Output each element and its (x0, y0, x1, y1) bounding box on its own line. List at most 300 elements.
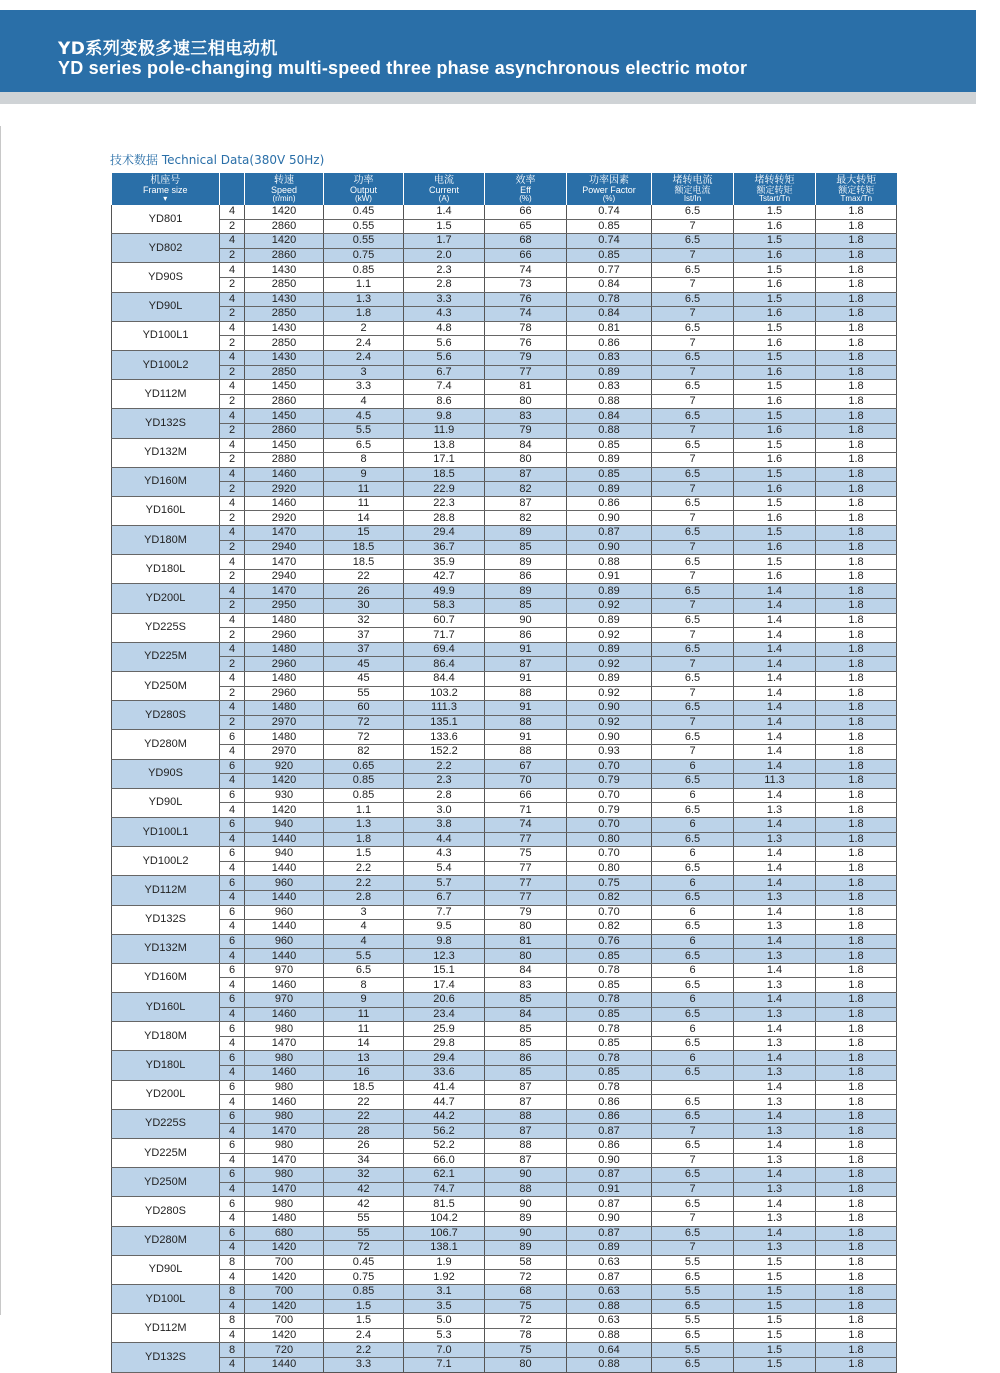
table-cell: 0.91 (567, 1182, 652, 1197)
frame-size-cell: YD90L (112, 788, 220, 817)
table-cell: 0.85 (324, 788, 404, 803)
column-header-zh: 功率 (353, 175, 374, 186)
table-cell: 6.5 (652, 1095, 734, 1110)
table-cell: 1.3 (734, 920, 816, 935)
table-cell: 0.85 (567, 978, 652, 993)
table-cell: 1460 (245, 496, 324, 511)
table-cell: 1430 (245, 263, 324, 278)
table-cell: 4 (220, 832, 245, 847)
table-cell: 0.80 (567, 832, 652, 847)
frame-size-cell: YD180L (112, 555, 220, 584)
table-cell: 0.84 (567, 277, 652, 292)
table-cell: 1.4 (734, 628, 816, 643)
table-cell: 60.7 (404, 613, 485, 628)
table-cell: 4 (220, 1211, 245, 1226)
table-cell: 3 (324, 905, 404, 920)
table-cell: 1480 (245, 730, 324, 745)
table-cell: 1.5 (324, 1314, 404, 1329)
table-row (112, 744, 897, 759)
table-row (112, 613, 897, 628)
table-cell: 91 (485, 672, 567, 687)
table-cell: 1.5 (734, 263, 816, 278)
table-cell: 6.5 (652, 1197, 734, 1212)
table-cell: 1430 (245, 350, 324, 365)
table-cell: 4 (220, 1299, 245, 1314)
table-cell: 1.5 (324, 847, 404, 862)
table-cell: 17.1 (404, 453, 485, 468)
table-cell: 2 (220, 394, 245, 409)
column-header-en: 额定转矩 (838, 185, 875, 195)
table-row (112, 365, 897, 380)
table-cell: 6 (220, 1139, 245, 1154)
table-cell: 87 (485, 1080, 567, 1095)
table-cell: 0.92 (567, 715, 652, 730)
table-cell: 2.2 (404, 759, 485, 774)
table-cell: 0.88 (567, 423, 652, 438)
table-cell: 1.8 (816, 365, 897, 380)
table-cell: 0.90 (567, 730, 652, 745)
table-cell: 77 (485, 832, 567, 847)
table-cell: 1.6 (734, 482, 816, 497)
table-cell: 1.5 (734, 1328, 816, 1343)
table-cell: 2 (220, 453, 245, 468)
frame-size-cell: YD200L (112, 1080, 220, 1109)
table-cell: 6.5 (652, 730, 734, 745)
frame-size-cell: YD160L (112, 496, 220, 525)
table-cell: 0.90 (567, 511, 652, 526)
table-cell: 1.6 (734, 511, 816, 526)
table-cell: 6 (220, 730, 245, 745)
table-cell: 1.4 (734, 817, 816, 832)
table-cell: 17.4 (404, 978, 485, 993)
table-cell: 7 (652, 569, 734, 584)
table-cell: 1.8 (816, 423, 897, 438)
column-header-zh: 最大转矩 (836, 175, 877, 186)
table-cell: 0.89 (567, 1241, 652, 1256)
table-row (112, 963, 897, 978)
table-cell: 29.4 (404, 526, 485, 541)
table-cell: 3.1 (404, 1284, 485, 1299)
table-row (112, 1255, 897, 1270)
table-row (112, 321, 897, 336)
table-cell: 6 (220, 993, 245, 1008)
table-row (112, 1124, 897, 1139)
table-cell: 0.75 (324, 1270, 404, 1285)
table-cell: 7 (652, 686, 734, 701)
table-cell: 1.8 (816, 890, 897, 905)
table-cell: 37 (324, 642, 404, 657)
table-cell: 1.4 (734, 861, 816, 876)
table-row (112, 993, 897, 1008)
table-cell: 0.64 (567, 1343, 652, 1358)
table-cell: 700 (245, 1314, 324, 1329)
table-cell: 1.8 (816, 380, 897, 395)
table-cell: 1.4 (734, 584, 816, 599)
table-cell: 2860 (245, 219, 324, 234)
table-cell: 42 (324, 1182, 404, 1197)
table-cell: 2920 (245, 511, 324, 526)
table-cell: 77 (485, 890, 567, 905)
table-cell: 80 (485, 394, 567, 409)
table-cell: 0.70 (567, 759, 652, 774)
table-row (112, 1153, 897, 1168)
table-cell: 72 (324, 730, 404, 745)
table-cell: 1.8 (816, 978, 897, 993)
column-header-en: Speed (270, 185, 298, 195)
table-row (112, 788, 897, 803)
table-cell: 5.5 (324, 423, 404, 438)
frame-size-cell: YD180M (112, 1022, 220, 1051)
table-cell: 6.5 (652, 205, 734, 219)
table-cell: 7 (652, 1241, 734, 1256)
table-row (112, 438, 897, 453)
table-cell: 2 (220, 569, 245, 584)
table-cell: 1.4 (734, 1022, 816, 1037)
table-cell: 83 (485, 978, 567, 993)
column-header-en: Frame size (142, 185, 188, 195)
frame-size-cell: YD112M (112, 380, 220, 409)
table-cell: 5.5 (652, 1255, 734, 1270)
table-cell: 32 (324, 613, 404, 628)
table-cell: 3.8 (404, 817, 485, 832)
table-cell: 22.9 (404, 482, 485, 497)
table-cell: 1460 (245, 1095, 324, 1110)
table-cell: 1.8 (816, 642, 897, 657)
table-cell: 1420 (245, 1241, 324, 1256)
table-row (112, 511, 897, 526)
table-cell: 80 (485, 920, 567, 935)
table-cell: 6 (652, 963, 734, 978)
table-cell: 1.8 (816, 876, 897, 891)
column-header-unit: Ist/In (683, 194, 702, 203)
table-cell: 0.89 (567, 584, 652, 599)
table-cell: 1.8 (816, 1066, 897, 1081)
table-cell: 4 (220, 774, 245, 789)
table-cell: 89 (485, 1211, 567, 1226)
column-header-unit: (%) (519, 194, 532, 203)
table-cell: 980 (245, 1139, 324, 1154)
table-cell: 84 (485, 963, 567, 978)
table-cell: 78 (485, 1328, 567, 1343)
table-cell: 7 (652, 628, 734, 643)
table-cell: 1440 (245, 920, 324, 935)
table-cell: 14 (324, 511, 404, 526)
table-cell: 0.86 (567, 1095, 652, 1110)
table-cell: 1.5 (734, 1270, 816, 1285)
table-cell: 7 (652, 307, 734, 322)
table-cell: 89 (485, 584, 567, 599)
table-row (112, 1095, 897, 1110)
table-cell: 970 (245, 963, 324, 978)
table-cell: 1.8 (816, 817, 897, 832)
table-cell: 22 (324, 1109, 404, 1124)
table-cell: 3 (324, 365, 404, 380)
table-cell: 0.70 (567, 788, 652, 803)
table-cell: 9 (324, 467, 404, 482)
table-cell: 0.88 (567, 1357, 652, 1372)
table-cell: 0.70 (567, 817, 652, 832)
table-row (112, 350, 897, 365)
table-cell: 6 (220, 847, 245, 862)
table-cell: 76 (485, 336, 567, 351)
frame-size-cell: YD100L2 (112, 847, 220, 876)
table-cell: 6 (220, 1226, 245, 1241)
table-cell: 940 (245, 817, 324, 832)
table-cell: 0.87 (567, 1270, 652, 1285)
table-cell: 0.86 (567, 1139, 652, 1154)
table-cell: 4 (324, 934, 404, 949)
table-row (112, 672, 897, 687)
table-row (112, 730, 897, 745)
table-cell: 6.5 (652, 701, 734, 716)
table-cell: 7 (652, 540, 734, 555)
table-cell: 1.5 (734, 1299, 816, 1314)
table-cell: 0.90 (567, 1153, 652, 1168)
table-cell: 58.3 (404, 599, 485, 614)
table-cell: 1.8 (816, 1255, 897, 1270)
table-cell: 70 (485, 774, 567, 789)
table-cell: 66 (485, 205, 567, 219)
table-cell: 1440 (245, 890, 324, 905)
table-cell: 65 (485, 219, 567, 234)
table-cell: 80 (485, 453, 567, 468)
table-cell: 35.9 (404, 555, 485, 570)
table-cell: 1.8 (816, 438, 897, 453)
table-cell: 80 (485, 1357, 567, 1372)
table-cell: 86 (485, 569, 567, 584)
table-cell: 6 (220, 905, 245, 920)
table-cell: 68 (485, 1284, 567, 1299)
table-cell: 4 (220, 1328, 245, 1343)
table-cell: 79 (485, 423, 567, 438)
column-header (220, 173, 245, 205)
table-cell: 1.6 (734, 248, 816, 263)
table-row (112, 686, 897, 701)
table-cell: 970 (245, 993, 324, 1008)
table-cell: 1.6 (734, 453, 816, 468)
table-cell: 0.91 (567, 569, 652, 584)
table-cell: 0.85 (324, 263, 404, 278)
table-cell: 1480 (245, 672, 324, 687)
table-cell: 71.7 (404, 628, 485, 643)
table-row (112, 628, 897, 643)
table-cell: 9.5 (404, 920, 485, 935)
table-cell: 1480 (245, 701, 324, 716)
table-cell: 1.8 (816, 628, 897, 643)
table-cell: 7 (652, 1211, 734, 1226)
table-row (112, 380, 897, 395)
frame-size-cell: YD90L (112, 1255, 220, 1284)
table-cell: 0.85 (567, 1066, 652, 1081)
table-row (112, 423, 897, 438)
table-cell: 2 (220, 628, 245, 643)
table-row (112, 540, 897, 555)
table-cell: 0.79 (567, 774, 652, 789)
table-cell: 88 (485, 715, 567, 730)
table-cell: 6 (220, 1168, 245, 1183)
table-cell: 1.3 (324, 817, 404, 832)
table-cell: 2 (220, 423, 245, 438)
table-cell: 0.84 (567, 409, 652, 424)
table-cell: 1.3 (734, 1095, 816, 1110)
table-row (112, 1299, 897, 1314)
table-cell: 1.3 (734, 949, 816, 964)
table-cell: 90 (485, 613, 567, 628)
table-cell: 0.89 (567, 672, 652, 687)
table-cell: 6 (220, 963, 245, 978)
table-cell: 72 (324, 715, 404, 730)
frame-size-cell: YD225S (112, 1109, 220, 1138)
table-cell: 74.7 (404, 1182, 485, 1197)
table-row (112, 1022, 897, 1037)
table-cell: 84 (485, 1007, 567, 1022)
table-cell: 72 (485, 1270, 567, 1285)
table-cell: 1.8 (816, 832, 897, 847)
table-cell: 0.85 (567, 1007, 652, 1022)
table-cell: 6.5 (324, 438, 404, 453)
table-cell: 87 (485, 467, 567, 482)
table-cell: 1480 (245, 613, 324, 628)
table-cell: 1.4 (734, 1197, 816, 1212)
column-header-zh: 转速 (274, 175, 294, 186)
column-header (652, 173, 734, 205)
table-cell: 6.5 (652, 1270, 734, 1285)
table-cell: 1.8 (816, 847, 897, 862)
table-cell: 82 (485, 482, 567, 497)
table-cell: 71 (485, 803, 567, 818)
table-cell: 0.78 (567, 1080, 652, 1095)
column-header (567, 173, 652, 205)
table-cell: 6 (220, 817, 245, 832)
table-cell: 1.8 (816, 613, 897, 628)
frame-size-cell: YD160M (112, 467, 220, 496)
table-cell: 4 (220, 949, 245, 964)
table-row (112, 1328, 897, 1343)
table-cell: 6.5 (652, 832, 734, 847)
table-cell: 1.3 (734, 890, 816, 905)
table-cell: 74 (485, 263, 567, 278)
table-cell: 7 (652, 1182, 734, 1197)
table-cell: 0.85 (567, 949, 652, 964)
table-cell: 79 (485, 350, 567, 365)
table-cell: 4 (220, 890, 245, 905)
table-cell: 6 (220, 759, 245, 774)
table-cell: 0.87 (567, 1124, 652, 1139)
table-cell: 6.5 (652, 1109, 734, 1124)
table-cell: 86.4 (404, 657, 485, 672)
column-header (734, 173, 816, 205)
table-cell: 2860 (245, 394, 324, 409)
table-cell: 1.92 (404, 1270, 485, 1285)
table-cell: 3.3 (324, 380, 404, 395)
table-cell: 88 (485, 1182, 567, 1197)
data-table (111, 173, 897, 1373)
table-cell: 0.88 (567, 555, 652, 570)
table-cell: 83 (485, 409, 567, 424)
column-header-en: Power Factor (582, 185, 636, 195)
table-cell: 0.89 (567, 365, 652, 380)
table-cell: 1460 (245, 467, 324, 482)
table-cell: 1420 (245, 234, 324, 249)
table-cell: 6 (652, 993, 734, 1008)
header-shadow (0, 92, 976, 104)
table-cell: 7 (652, 1153, 734, 1168)
table-cell: 0.63 (567, 1284, 652, 1299)
table-row (112, 1182, 897, 1197)
frame-size-cell: YD132M (112, 934, 220, 963)
table-cell: 8.6 (404, 394, 485, 409)
table-cell: 960 (245, 934, 324, 949)
table-row (112, 803, 897, 818)
frame-size-cell: YD280M (112, 1226, 220, 1255)
table-cell: 1.8 (816, 1022, 897, 1037)
table-cell: 0.63 (567, 1255, 652, 1270)
table-cell: 9.8 (404, 934, 485, 949)
table-cell: 6.5 (652, 555, 734, 570)
table-cell: 0.81 (567, 321, 652, 336)
table-cell: 87 (485, 496, 567, 511)
table-row (112, 1036, 897, 1051)
table-cell: 89 (485, 526, 567, 541)
table-row (112, 715, 897, 730)
table-cell: 55 (324, 1211, 404, 1226)
frame-size-cell: YD180L (112, 1051, 220, 1080)
section-title: 技术数据 Technical Data(380V 50Hz) (110, 153, 325, 167)
table-cell: 86 (485, 1051, 567, 1066)
table-cell: 6.5 (652, 292, 734, 307)
table-cell: 2860 (245, 423, 324, 438)
table-cell: 1.8 (816, 453, 897, 468)
table-cell: 4 (220, 613, 245, 628)
table-cell: 6.5 (652, 496, 734, 511)
table-cell: 2850 (245, 277, 324, 292)
column-header-unit: (%) (602, 194, 616, 203)
table-cell: 1.8 (816, 263, 897, 278)
table-cell: 89 (485, 555, 567, 570)
table-cell: 4 (220, 263, 245, 278)
table-cell: 81 (485, 934, 567, 949)
table-row (112, 496, 897, 511)
table-cell: 1.4 (734, 642, 816, 657)
column-header-zh: 堵转电流 (672, 175, 713, 186)
frame-size-cell: YD160M (112, 963, 220, 992)
frame-size-cell: YD112M (112, 876, 220, 905)
table-row (112, 292, 897, 307)
table-cell: 0.78 (567, 993, 652, 1008)
table-row (112, 905, 897, 920)
table-cell: 3.0 (404, 803, 485, 818)
table-cell: 1.4 (734, 905, 816, 920)
table-cell: 1.4 (734, 613, 816, 628)
table-cell: 62.1 (404, 1168, 485, 1183)
table-cell: 22 (324, 569, 404, 584)
column-header-en: Current (428, 185, 459, 195)
table-cell: 1.5 (324, 1299, 404, 1314)
table-row (112, 1168, 897, 1183)
table-cell: 2850 (245, 336, 324, 351)
table-cell: 80 (485, 949, 567, 964)
table-cell: 1430 (245, 321, 324, 336)
table-cell: 6.5 (652, 1328, 734, 1343)
table-cell: 2 (220, 248, 245, 263)
table-cell: 1.5 (734, 292, 816, 307)
table-cell: 0.75 (324, 248, 404, 263)
table-cell: 11 (324, 496, 404, 511)
table-cell: 6 (220, 1197, 245, 1212)
table-cell: 4 (220, 672, 245, 687)
table-cell: 4 (220, 1124, 245, 1139)
table-cell: 2.4 (324, 1328, 404, 1343)
